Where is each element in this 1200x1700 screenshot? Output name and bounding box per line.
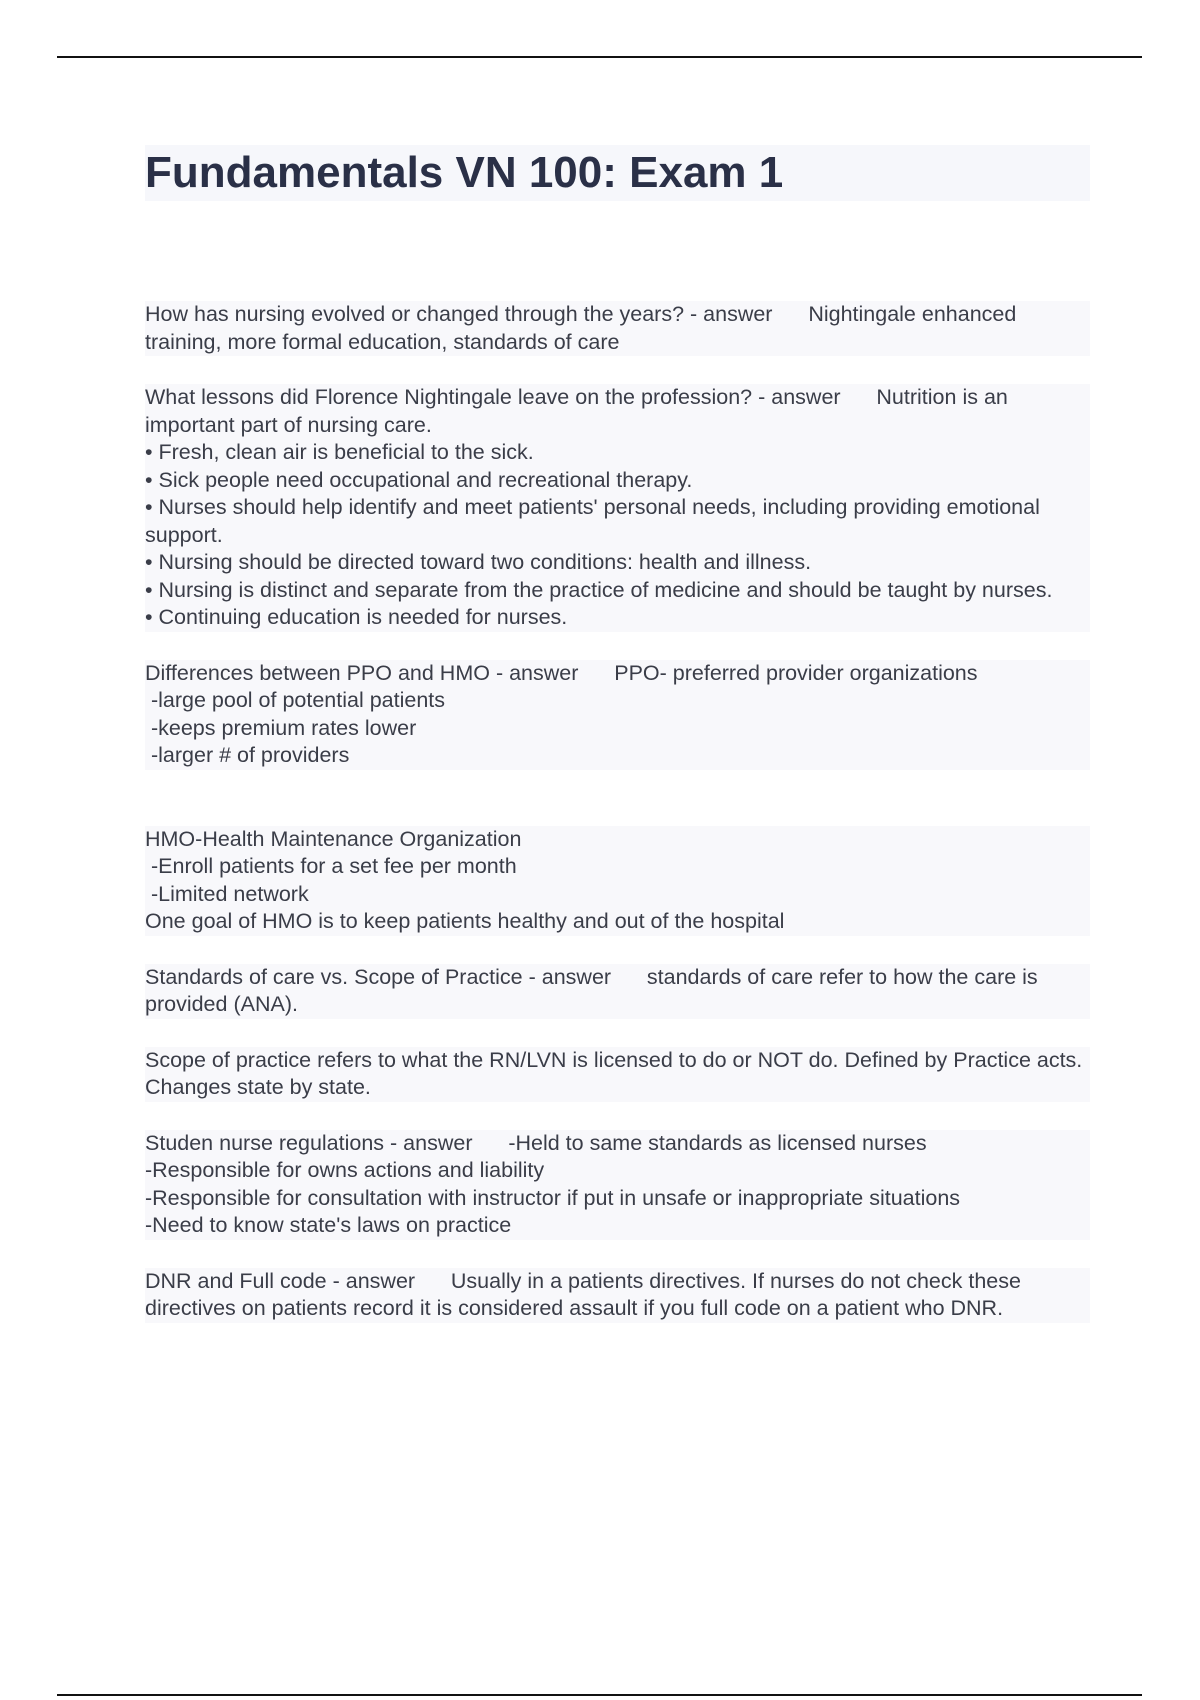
answer-line: -large pool of potential patients — [145, 687, 1090, 715]
answer-line: -Responsible for consultation with instructor if put in unsafe or inappropriate situations — [145, 1185, 1090, 1213]
answer-text: Usually in a patients directives. If nurses do not check these directives on patients record it is considered assault if you full code on a patient who DNR. — [145, 1268, 1027, 1320]
answer-line: -Need to know state's laws on practice — [145, 1212, 1090, 1240]
qa-item — [145, 1130, 1090, 1240]
qa-list — [145, 301, 1090, 1323]
question-text: Differences between PPO and HMO — [145, 660, 490, 685]
answer-separator: - answer — [326, 1268, 451, 1293]
qa-item — [145, 1268, 1090, 1323]
answer-continuation — [145, 1047, 1090, 1102]
qa-item — [145, 660, 1090, 936]
answer-separator: - answer — [752, 385, 877, 409]
answer-line: -Responsible for owns actions and liability — [145, 1157, 1090, 1185]
answer-bullet: • Continuing education is needed for nurses. — [145, 604, 1090, 632]
answer-separator: - answer — [489, 660, 615, 685]
qa-item — [145, 964, 1090, 1019]
answer-bullet: • Sick people need occupational and recreational therapy. — [145, 467, 1090, 495]
answer-continuation — [145, 826, 1090, 936]
qa-first-line — [145, 660, 1090, 688]
qa-first-line — [145, 964, 1090, 1019]
answer-bullet: • Nursing should be directed toward two conditions: health and illness. — [145, 549, 1090, 577]
answer-bullet: • Fresh, clean air is beneficial to the sick. — [145, 439, 1090, 467]
question-text: DNR and Full code — [145, 1268, 327, 1293]
answer-line: -keeps premium rates lower — [145, 715, 1090, 743]
answer-separator: - answer — [522, 964, 647, 989]
answer-bullet: • Nursing is distinct and separate from the practice of medicine and should be taught by nurses. — [145, 577, 1090, 605]
top-rule — [57, 56, 1142, 58]
answer-separator: - answer — [384, 1130, 509, 1155]
answer-bullet: • Nurses should help identify and meet patients' personal needs, including providing emotional support. — [145, 494, 1090, 549]
qa-item — [145, 384, 1090, 632]
document-title: Fundamentals VN 100: Exam 1 — [145, 145, 1090, 201]
question-text: Studen nurse regulations — [145, 1130, 385, 1155]
qa-first-line — [145, 1268, 1090, 1323]
question-text: How has nursing evolved or changed through the years? — [145, 302, 685, 326]
answer-line: Scope of practice refers to what the RN/LVN is licensed to do or NOT do. Defined by Practice acts. Changes state by state. — [145, 1047, 1090, 1102]
question-text: Standards of care vs. Scope of Practice — [145, 964, 523, 989]
answer-text: standards of care refer to how the care is provided (ANA). — [145, 964, 1044, 1016]
qa-item — [145, 301, 1090, 356]
qa-first-line — [145, 301, 1090, 356]
answer-text: PPO- preferred provider organizations — [614, 660, 978, 685]
answer-line: One goal of HMO is to keep patients healthy and out of the hospital — [145, 908, 1090, 936]
answer-line: -Enroll patients for a set fee per month — [145, 853, 1090, 881]
answer-line: -Limited network — [145, 881, 1090, 909]
document-body — [145, 145, 1090, 1351]
answer-text: -Held to same standards as licensed nurses — [508, 1130, 927, 1155]
answer-text: Nightingale enhanced training, more formal education, standards of care — [145, 302, 1023, 354]
qa-first-line — [145, 1130, 1090, 1158]
answer-text: Nutrition is an important part of nursing care. — [145, 385, 1014, 437]
answer-line: -larger # of providers — [145, 742, 1090, 770]
bottom-rule — [57, 1694, 1142, 1696]
answer-line: HMO-Health Maintenance Organization — [145, 826, 1090, 854]
answer-separator: - answer — [684, 302, 809, 326]
qa-first-line — [145, 384, 1090, 439]
question-text: What lessons did Florence Nightingale leave on the profession? — [145, 385, 753, 409]
